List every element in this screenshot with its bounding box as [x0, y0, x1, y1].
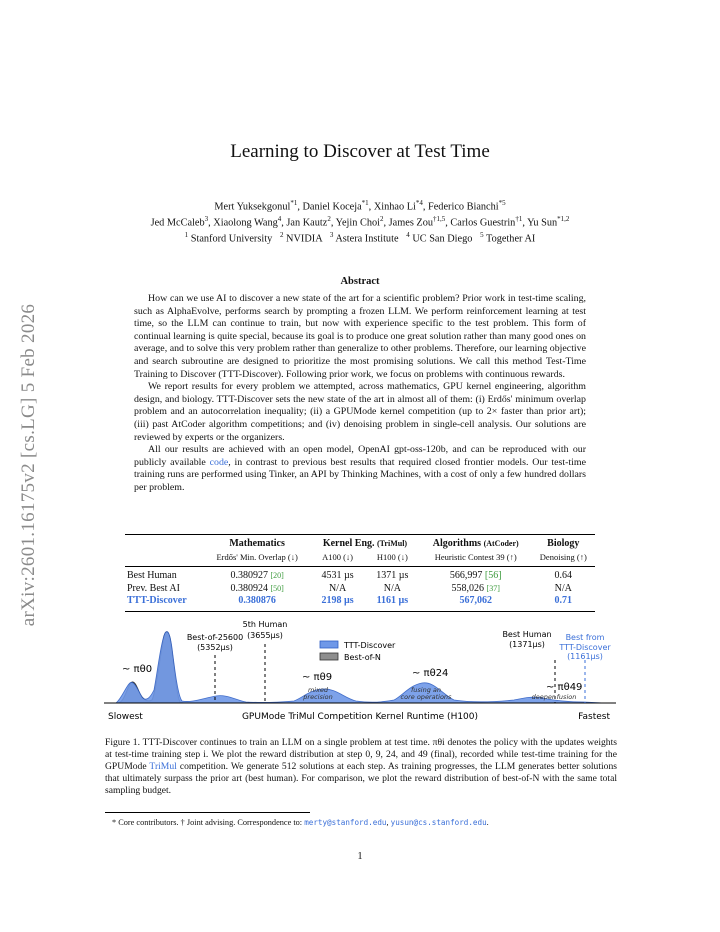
x-axis-right-label: Fastest — [578, 712, 610, 722]
col-algo-header — [420, 535, 532, 551]
caption-text: Figure 1. TTT-Discover continues to train an LLM on a single problem at test time. πθi denotes the policy with the updates weights at test-time training step i. We plot the reward distribution at step 0, 9, 24, and 49 (final), recorded while test-time training for the GPUMode — [105, 737, 617, 772]
marker-label: (1371µs) — [509, 640, 545, 649]
email-link[interactable]: merty@stanford.edu — [304, 818, 387, 827]
subheader-math: Erdős' Min. Overlap (↓) — [204, 551, 310, 567]
legend — [320, 641, 396, 662]
cell-value: 558,026 — [451, 582, 485, 594]
subheader-h100: H100 (↓) — [365, 551, 420, 567]
marker-label: Best Human — [502, 630, 552, 639]
marker-label: Best from — [565, 633, 605, 642]
arxiv-sidebar-stamp — [14, 265, 44, 665]
legend-swatch-ttt — [320, 641, 338, 648]
x-axis-label: GPUMode TriMul Competition Kernel Runtime (H100) — [241, 712, 479, 722]
row-label: Best Human — [127, 570, 177, 581]
legend-swatch-best-of-n — [320, 653, 338, 660]
citation[interactable]: [20] — [270, 571, 284, 580]
annotation: precision — [303, 693, 333, 701]
marker-label: Best-of-25600 — [186, 633, 244, 642]
marker-label: (1161µs) — [567, 652, 603, 661]
marker-label: 5th Human — [242, 620, 288, 629]
col-math-header: Mathematics — [204, 535, 310, 551]
cell-a100: N/A — [328, 582, 347, 594]
citation[interactable]: [50] — [270, 583, 284, 593]
marker-label: (3655µs) — [247, 631, 283, 640]
cell-algo — [420, 567, 532, 583]
results-table — [125, 534, 595, 612]
algo-header-label: Algorithms — [432, 538, 482, 549]
x-axis-left-label: Slowest — [108, 712, 143, 722]
cell-algo — [420, 583, 532, 596]
cell-value: 566,997 — [449, 570, 483, 581]
citation[interactable]: [37] — [486, 583, 500, 593]
subheader-blank — [125, 551, 204, 567]
paper-title: Learning to Discover at Test Time — [230, 141, 490, 162]
table-row — [125, 595, 595, 611]
col-kernel-header — [310, 535, 420, 551]
subheader-a100: A100 (↓) — [310, 551, 365, 567]
trimul-link[interactable]: TriMul — [149, 761, 177, 772]
arxiv-id: arXiv:2601.16175v2 [cs.LG] 5 Feb 2026 — [18, 303, 39, 627]
table-row — [125, 583, 595, 596]
annotation: core operations — [400, 693, 452, 701]
table-corner — [125, 535, 204, 551]
caption-text-end: competition. We generate 512 solutions at each step. As training progresses, the LLM generates better solutions that ultimately surpass the prior art (best human). For comparison, we plot the reward distribution of best-of-N with the same total sampling budget. — [105, 761, 617, 796]
col-bio-header: Biology — [532, 535, 595, 551]
table-row — [125, 567, 595, 583]
legend-label: TTT-Discover — [344, 641, 396, 650]
cell-a100: 4531 µs — [321, 570, 354, 581]
marker-label: TTT-Discover — [559, 643, 611, 652]
legend-label: Best-of-N — [344, 653, 381, 662]
cell-math — [204, 567, 310, 583]
footnote-rule — [105, 812, 310, 813]
code-link[interactable]: code — [209, 456, 229, 468]
policy-label: ~ πθ49 — [546, 682, 583, 693]
cell-h100: 1371 µs — [376, 570, 409, 581]
policy-label: ~ πθ9 — [302, 672, 333, 683]
annotation: deeper fusion — [531, 693, 577, 701]
policy-label: ~ πθ24 — [412, 668, 449, 679]
algo-header-sub: (AtCoder) — [483, 539, 519, 548]
figure-reward-distribution — [104, 620, 616, 728]
author-line-2: Jed McCaleb$^3$, Xiaolong Wang$^4$, Jan Kautz$^2$, Yejin Choi$^2$, James Zou$^{\dagger 1,5}$, Carlos Guestrin$^{\dagger 1}$, Yu Sun$^{*1,2}$ — [150, 215, 570, 229]
marker-label: (5352µs) — [197, 643, 233, 652]
author-line-1: Mert Yuksekgonul$^{*1}$, Daniel Koceja$^{*1}$, Xinhao Li$^{*4}$, Federico Bianchi$^{*5}$ — [214, 199, 506, 213]
cell-math: 0.380876 — [204, 595, 310, 611]
annotation: fusing an — [410, 686, 442, 694]
abstract-paragraph-3 — [134, 444, 586, 494]
kernel-header-label: Kernel Eng. — [322, 538, 375, 549]
annotation: mixed — [307, 686, 329, 694]
email-link[interactable]: yusun@cs.stanford.edu — [390, 818, 487, 827]
footnote-end: . — [486, 818, 489, 827]
affiliations: $^1$ Stanford University $^2$ NVIDIA $^3$ Astera Institute $^4$ UC San Diego $^5$ Together AI — [184, 231, 536, 245]
figure-caption — [105, 737, 617, 797]
row-label: Prev. Best AI — [127, 582, 180, 594]
cell-h100: 1161 µs — [365, 595, 420, 611]
cell-bio: 0.64 — [554, 570, 573, 581]
cell-bio: N/A — [554, 582, 572, 594]
abstract-paragraph-2: We report results for every problem we attempted, across mathematics, GPU kernel engineering, algorithm design, and biology. TTT-Discover sets the new state of the art in almost all of them: (i) Erdős' minimum overlap problem and an autocorrelation inequality; (ii) a GPUMode kernel competition (up to 2× faster than prior art); (iii) past AtCoder algorithm competitions; and (iv) denoising problem in single-cell analysis. Our solutions are reviewed by experts or the organizers. — [134, 381, 586, 443]
abstract-body — [134, 293, 586, 495]
cell-a100: 2198 µs — [310, 595, 365, 611]
abstract-p3-text-end: , in contrast to previous best results that required closed frontier models. Our test-time training runs are performed using Tinker, an API by Thinking Machines, with a cost of only a few hundred dollars per problem. — [134, 456, 586, 493]
footnote-text: * Core contributors. † Joint advising. Correspondence to: — [112, 818, 305, 827]
footnote-separator: , — [386, 818, 391, 827]
page-number: 1 — [357, 851, 363, 862]
row-label: TTT-Discover — [125, 595, 204, 611]
cell-value: 0.380927 — [230, 570, 268, 581]
abstract-heading: Abstract — [340, 276, 380, 287]
cell-value: 0.380924 — [230, 582, 268, 594]
footnote — [112, 818, 612, 827]
subheader-algo: Heuristic Contest 39 (↑) — [420, 551, 532, 567]
cell-bio: 0.71 — [532, 595, 595, 611]
cell-h100: N/A — [383, 582, 401, 594]
cell-algo: 567,062 — [420, 595, 532, 611]
policy-label: ~ πθ0 — [122, 664, 153, 675]
abstract-p3-text: All our results are achieved with an open model, OpenAI gpt-oss-120b, and can be reproduced with our publicly available — [134, 444, 586, 468]
kernel-header-sub: (TriMul) — [377, 539, 408, 548]
subheader-bio: Denoising (↑) — [532, 551, 595, 567]
cell-math — [204, 583, 310, 596]
abstract-paragraph-1: How can we use AI to discover a new state of the art for a scientific problem? Prior work in test-time scaling, such as AlphaEvolve, performs search by prompting a frozen LLM. We perform reinforcement learning at test time, so the LLM can continue to train, but now with experience specific to the test problem. This form of continual learning is quite special, because its goal is to produce one great solution rather than many good ones on average, and to solve this very problem rather than generalize to other problems. Therefore, our learning objective and search subroutine are designed to prioritize the most promising solutions. We call this method Test-Time Training to Discover (TTT-Discover). Following prior work, we focus on problems with continuous rewards. — [134, 293, 586, 380]
citation[interactable]: [56] — [484, 570, 502, 581]
